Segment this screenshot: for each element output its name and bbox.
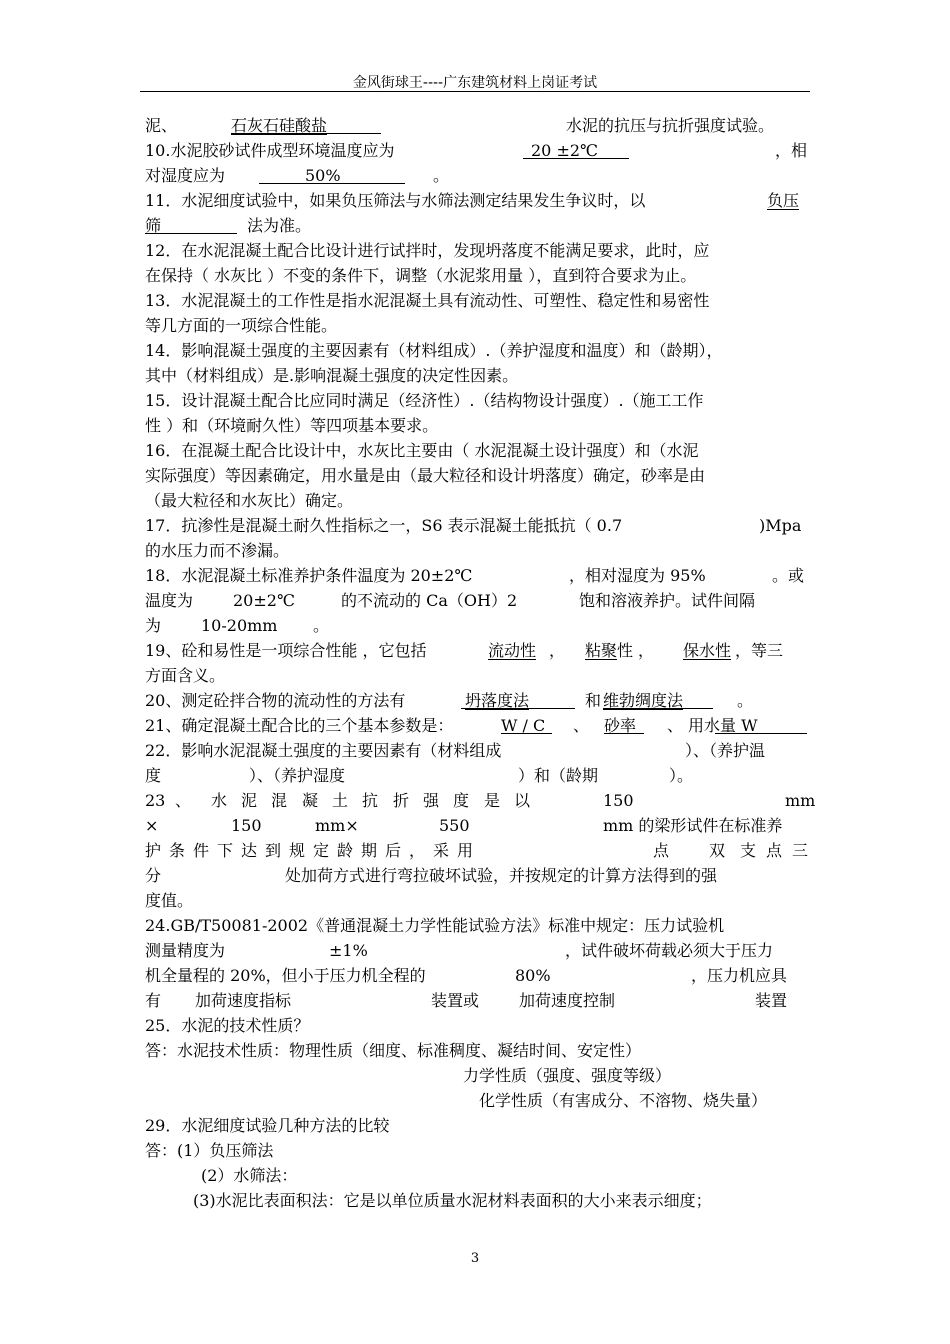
- text-segment: ×: [145, 816, 159, 835]
- text-segment: （最大粒径和水灰比）确定。: [145, 491, 354, 510]
- text-line: [145, 888, 808, 913]
- text-segment: 80%: [515, 966, 551, 985]
- text-segment: 25．水泥的技术性质？: [145, 1016, 310, 1035]
- text-segment: 分: [145, 866, 162, 885]
- text-segment: 用水量 W: [688, 716, 758, 735]
- text-segment: ，: [409, 841, 426, 860]
- text-line: [145, 288, 808, 313]
- text-segment: 混: [271, 791, 288, 810]
- answer-text: W / C: [501, 716, 546, 735]
- text-segment: 点: [766, 841, 783, 860]
- text-line: [145, 363, 808, 388]
- text-segment: 21、确定混凝土配合比的三个基本参数是：: [145, 716, 454, 735]
- answer-text: 50%: [305, 166, 341, 185]
- text-segment: 是: [484, 791, 501, 810]
- text-segment: 12．在水泥混凝土配合比设计进行试拌时，发现坍落度不能满足要求，此时，应: [145, 241, 710, 260]
- text-line: [145, 713, 808, 738]
- text-segment: 和: [585, 691, 602, 710]
- text-segment: ，试件破坏荷载必须大于压力: [565, 941, 774, 960]
- text-segment: 29．水泥细度试验几种方法的比较: [145, 1116, 390, 1135]
- text-segment: 后: [385, 841, 402, 860]
- text-segment: 强: [423, 791, 440, 810]
- text-line: [145, 1038, 808, 1063]
- text-line: [145, 513, 808, 538]
- text-segment: 。: [313, 616, 330, 635]
- text-line: [145, 188, 808, 213]
- text-segment: 件: [193, 841, 210, 860]
- text-line: [145, 1063, 808, 1088]
- text-segment: 护: [145, 841, 162, 860]
- text-segment: 抗: [362, 791, 379, 810]
- text-segment: 装置或: [431, 991, 480, 1010]
- text-segment: 水: [211, 791, 228, 810]
- text-segment: 土: [332, 791, 349, 810]
- text-segment: 条: [169, 841, 186, 860]
- text-segment: 在保持（ 水灰比 ）不变的条件下，调整（水泥浆用量 ），直到符合要求为止。: [145, 266, 697, 285]
- text-segment: 度: [453, 791, 470, 810]
- answer-underline: [604, 733, 644, 734]
- text-segment: 150: [603, 791, 634, 810]
- text-segment: 、: [175, 791, 192, 810]
- answer-text: 维勃绸度法: [603, 691, 684, 710]
- text-line: [145, 1113, 808, 1138]
- text-line: [145, 388, 808, 413]
- text-segment: 有: [145, 991, 162, 1010]
- text-segment: 双: [709, 841, 726, 860]
- text-segment: ，相对湿度为 95%: [569, 566, 706, 585]
- text-segment: 龄: [337, 841, 354, 860]
- text-line: [145, 763, 808, 788]
- answer-text: 保水性: [683, 641, 732, 660]
- text-segment: 装置: [755, 991, 788, 1010]
- text-segment: ，: [638, 641, 655, 660]
- page-number: 3: [470, 1251, 480, 1266]
- answer-text: 坍落度法: [465, 691, 530, 710]
- text-segment: 水泥的抗压与抗折强度试验。: [566, 116, 775, 135]
- text-segment: 折: [393, 791, 410, 810]
- text-segment: 20、测定砼拌合物的流动性的方法有: [145, 691, 406, 710]
- text-segment: )Mpa: [759, 516, 802, 535]
- text-line: [145, 538, 808, 563]
- text-line: [145, 788, 816, 813]
- text-segment: 13．水泥混凝土的工作性是指水泥混凝土具有流动性、可塑性、稳定性和易密性: [145, 291, 710, 310]
- text-line: [145, 113, 808, 138]
- text-segment: 饱和溶液养护。试件间隔: [579, 591, 756, 610]
- text-segment: 其中（材料组成）是.影响混凝土强度的决定性因素。: [145, 366, 519, 385]
- text-segment: ，压力机应具: [691, 966, 788, 985]
- text-segment: 18．水泥混凝土标准养护条件温度为 20±2℃: [145, 566, 473, 585]
- text-segment: 对湿度应为: [145, 166, 226, 185]
- text-segment: 度值。: [145, 891, 194, 910]
- text-segment: 11．水泥细度试验中，如果负压筛法与水筛法测定结果发生争议时，以: [145, 191, 646, 210]
- text-line: [145, 338, 808, 363]
- text-line: [145, 588, 808, 613]
- text-segment: 、: [667, 716, 684, 735]
- text-segment: 处加荷方式进行弯拉破坏试验，并按规定的计算方法得到的强: [285, 866, 718, 885]
- text-segment: 期: [361, 841, 378, 860]
- text-segment: 化学性质（有害成分、不溶物、烧失量）: [479, 1091, 768, 1110]
- text-line: [145, 263, 808, 288]
- text-segment: 16．在混凝土配合比设计中，水灰比主要由（ 水泥混凝土设计强度）和（水泥: [145, 441, 699, 460]
- text-segment: 实际强度）等因素确定，用水量是由（最大粒径和设计坍落度）确定，砂率是由: [145, 466, 706, 485]
- text-segment: ）和（龄期: [518, 766, 599, 785]
- text-segment: 答：(1）负压筛法: [145, 1141, 274, 1160]
- text-segment: 用: [457, 841, 474, 860]
- text-line: [145, 1088, 808, 1113]
- text-segment: mm 的梁形试件在标准养: [603, 816, 783, 835]
- answer-underline: [145, 233, 237, 234]
- text-line: [145, 663, 808, 688]
- answer-underline: [259, 183, 405, 184]
- text-line: [145, 913, 808, 938]
- text-segment: 力学性质（强度、强度等级）: [463, 1066, 672, 1085]
- text-segment: 22．影响水泥混凝土强度的主要因素有（材料组成: [145, 741, 502, 760]
- text-segment: ，相: [775, 141, 808, 160]
- text-segment: 24.GB/T50081-2002《普通混凝土力学性能试验方法》标准中规定：压力试验机: [145, 916, 725, 935]
- text-segment: 550: [439, 816, 470, 835]
- text-segment: 、: [573, 716, 590, 735]
- text-segment: 以: [514, 791, 531, 810]
- text-line: [145, 938, 808, 963]
- text-line: [145, 238, 808, 263]
- text-segment: 等几方面的一项综合性能。: [145, 316, 338, 335]
- text-segment: 10.水泥胶砂试件成型环境温度应为: [145, 141, 395, 160]
- text-segment: ±1%: [329, 941, 368, 960]
- text-line: [145, 838, 808, 863]
- text-line: [145, 1188, 808, 1213]
- text-segment: 泥: [241, 791, 258, 810]
- answer-underline: [461, 708, 575, 709]
- text-segment: 性: [617, 641, 634, 660]
- answer-text: 流动性: [488, 641, 537, 660]
- answer-text: 筛: [145, 216, 162, 235]
- text-line: [145, 488, 808, 513]
- text-segment: 性 ）和（环境耐久性）等四项基本要求。: [145, 416, 439, 435]
- text-segment: 的水压力而不渗漏。: [145, 541, 290, 560]
- text-segment: 测量精度为: [145, 941, 226, 960]
- text-segment: 。: [433, 166, 450, 185]
- text-segment: 下: [217, 841, 234, 860]
- text-segment: 法为准。: [247, 216, 312, 235]
- text-segment: 20±2℃: [233, 591, 295, 610]
- text-segment: (3)水泥比表面积法：它是以单位质量水泥材料表面积的大小来表示细度；: [193, 1191, 712, 1210]
- text-line: [145, 313, 808, 338]
- text-segment: 15．设计混凝土配合比应同时满足（经济性）.（结构物设计强度）.（施工工作: [145, 391, 704, 410]
- text-segment: 规: [289, 841, 306, 860]
- text-line: [145, 1138, 808, 1163]
- answer-underline: [603, 708, 713, 709]
- answer-text: 粘聚: [585, 641, 618, 660]
- text-segment: mm×: [315, 816, 359, 835]
- text-segment: ）。: [669, 766, 694, 785]
- text-segment: 达: [241, 841, 258, 860]
- text-line: [145, 988, 808, 1013]
- page-header-title: 金风街球王----广东建筑材料上岗证考试: [352, 75, 598, 91]
- text-line: [145, 1013, 808, 1038]
- text-segment: 点: [653, 841, 670, 860]
- text-segment: 14．影响混凝土强度的主要因素有（材料组成）.（养护湿度和温度）和（龄期），: [145, 341, 723, 360]
- text-line: [145, 438, 808, 463]
- text-line: [145, 413, 808, 438]
- text-segment: 凝: [302, 791, 319, 810]
- text-segment: 答：水泥技术性质：物理性质（细度、标准稠度、凝结时间、安定性）: [145, 1041, 642, 1060]
- text-segment: 机全量程的 20%，但小于压力机全程的: [145, 966, 426, 985]
- text-segment: 采: [433, 841, 450, 860]
- answer-underline: [231, 133, 381, 134]
- text-line: [145, 638, 808, 663]
- answer-underline: [501, 733, 552, 734]
- text-segment: 为: [145, 616, 162, 635]
- text-segment: mm: [785, 791, 816, 810]
- text-line: [145, 163, 808, 188]
- text-line: [145, 738, 808, 763]
- text-segment: 。: [737, 691, 754, 710]
- answer-text: 20 ±2℃: [531, 141, 598, 160]
- text-segment: 度: [145, 766, 162, 785]
- text-segment: 19、砼和易性是一项综合性能 ，它包括: [145, 641, 427, 660]
- text-segment: 23: [145, 791, 166, 810]
- text-line: [145, 813, 808, 838]
- text-segment: 泥、: [145, 116, 178, 135]
- text-line: [145, 863, 808, 888]
- text-segment: 温度为: [145, 591, 194, 610]
- text-segment: 加荷速度指标: [195, 991, 292, 1010]
- text-segment: 支: [740, 841, 757, 860]
- text-segment: ，: [549, 641, 566, 660]
- text-segment: 三: [792, 841, 809, 860]
- text-segment: 的不流动的 Ca（OH）2: [341, 591, 518, 610]
- answer-underline: [715, 733, 807, 734]
- text-line: [145, 563, 808, 588]
- text-segment: 加荷速度控制: [519, 991, 616, 1010]
- text-segment: 到: [265, 841, 282, 860]
- text-segment: 10-20mm: [201, 616, 278, 635]
- text-segment: (2）水筛法：: [201, 1166, 298, 1185]
- header-divider: [140, 91, 810, 92]
- answer-text: 砂率: [604, 716, 637, 735]
- text-line: [145, 138, 808, 163]
- text-line: [145, 1163, 808, 1188]
- document-body: [145, 113, 816, 1213]
- text-segment: 。或: [772, 566, 805, 585]
- text-segment: ）、（养护湿度: [249, 766, 346, 785]
- text-segment: ）、（养护温: [685, 741, 766, 760]
- text-line: [145, 688, 808, 713]
- answer-text: 负压: [767, 191, 800, 210]
- text-line: [145, 213, 808, 238]
- text-line: [145, 963, 808, 988]
- text-line: [145, 613, 808, 638]
- answer-underline: [523, 158, 629, 159]
- text-line: [145, 463, 808, 488]
- text-segment: 定: [313, 841, 330, 860]
- answer-text: 石灰石硅酸盐: [231, 116, 328, 135]
- text-segment: ，等三: [735, 641, 784, 660]
- text-segment: 方面含义。: [145, 666, 226, 685]
- text-segment: 17．抗渗性是混凝土耐久性指标之一，S6 表示混凝土能抵抗（ 0.7: [145, 516, 623, 535]
- text-segment: 150: [231, 816, 262, 835]
